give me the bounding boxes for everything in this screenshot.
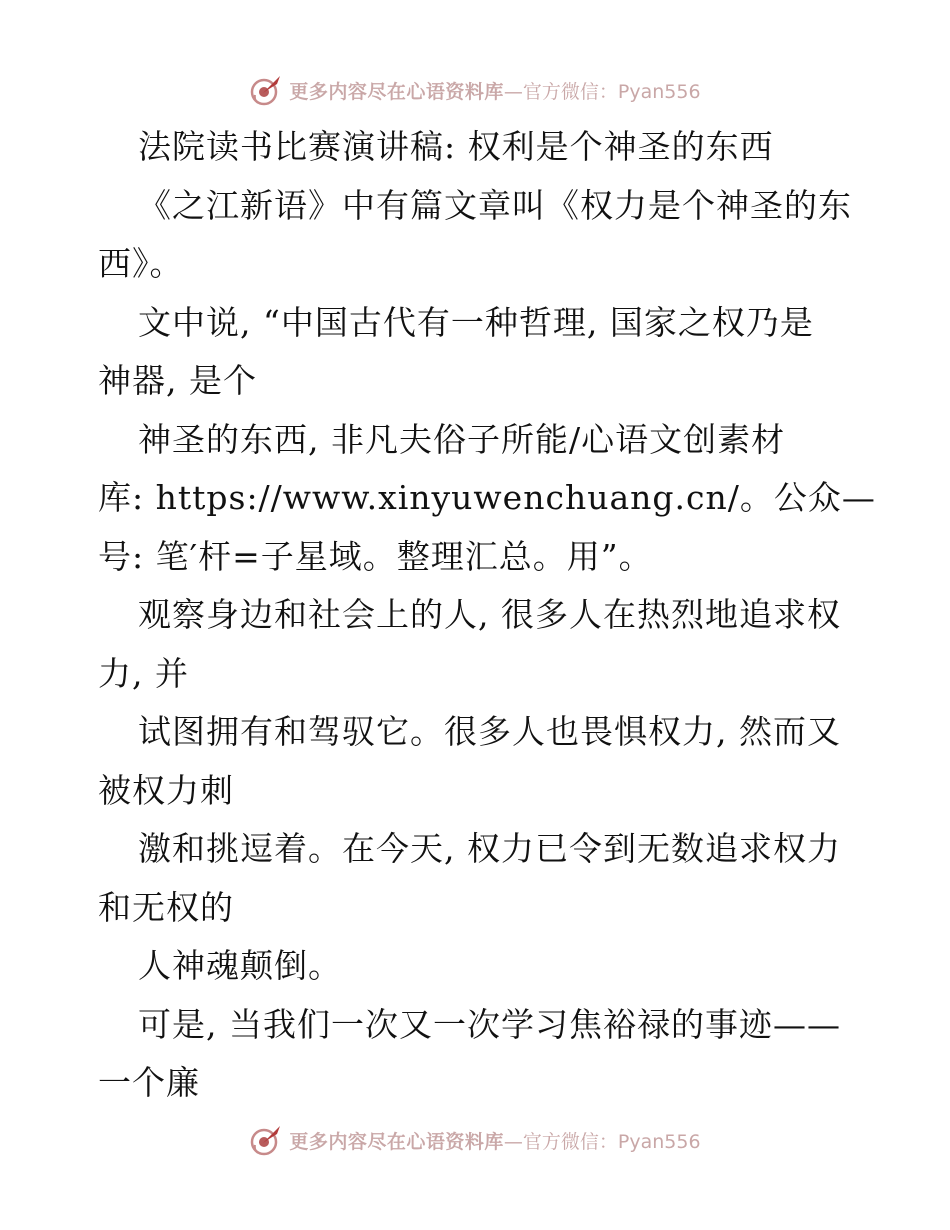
quill-pen-logo-icon [249,1123,283,1157]
text-line: 和无权的 [98,887,234,927]
text-line: 观察身边和社会上的人, 很多人在热烈地追求权 [138,595,841,634]
text-line: 人神魂颠倒。 [138,946,342,985]
quill-pen-logo-icon [249,73,283,107]
footer-watermark [0,1120,950,1160]
watermark-wechat-text: —官方微信：Pyan556 [503,1130,701,1153]
watermark-main-text: 更多内容尽在心语资料库 [289,80,504,103]
text-line: 文中说, “中国古代有一种哲理, 国家之权乃是 [138,302,814,342]
text-line: 激和挑逗着。在今天, 权力已令到无数追求权力 [138,829,841,868]
text-line: 一个廉 [98,1063,200,1102]
header-watermark [0,70,950,110]
text-line: 法院读书比赛演讲稿: 权利是个神圣的东西 [138,127,774,166]
text-line: 《之江新语》中有篇文章叫《权力是个神圣的东 [138,185,852,225]
text-line: 西》。 [98,244,184,283]
text-line: 被权力刺 [98,770,234,810]
watermark-main-text: 更多内容尽在心语资料库 [289,1130,504,1153]
text-line: 可是, 当我们一次又一次学习焦裕禄的事迹—— [138,1004,841,1044]
document-body [98,118,876,1113]
text-line: 库: https://www.xinyuwenchuang.cn/。公众— [98,478,876,517]
text-line: 力, 并 [98,653,189,693]
watermark-wechat-text: —官方微信：Pyan556 [503,80,701,103]
text-line: 号: 笔′杆=子星域。整理汇总。用”。 [98,536,653,576]
text-line: 试图拥有和驾驭它。很多人也畏惧权力, 然而又 [138,712,841,751]
text-line: 神器, 是个 [98,361,257,400]
text-line: 神圣的东西, 非凡夫俗子所能/心语文创素材 [138,419,786,459]
